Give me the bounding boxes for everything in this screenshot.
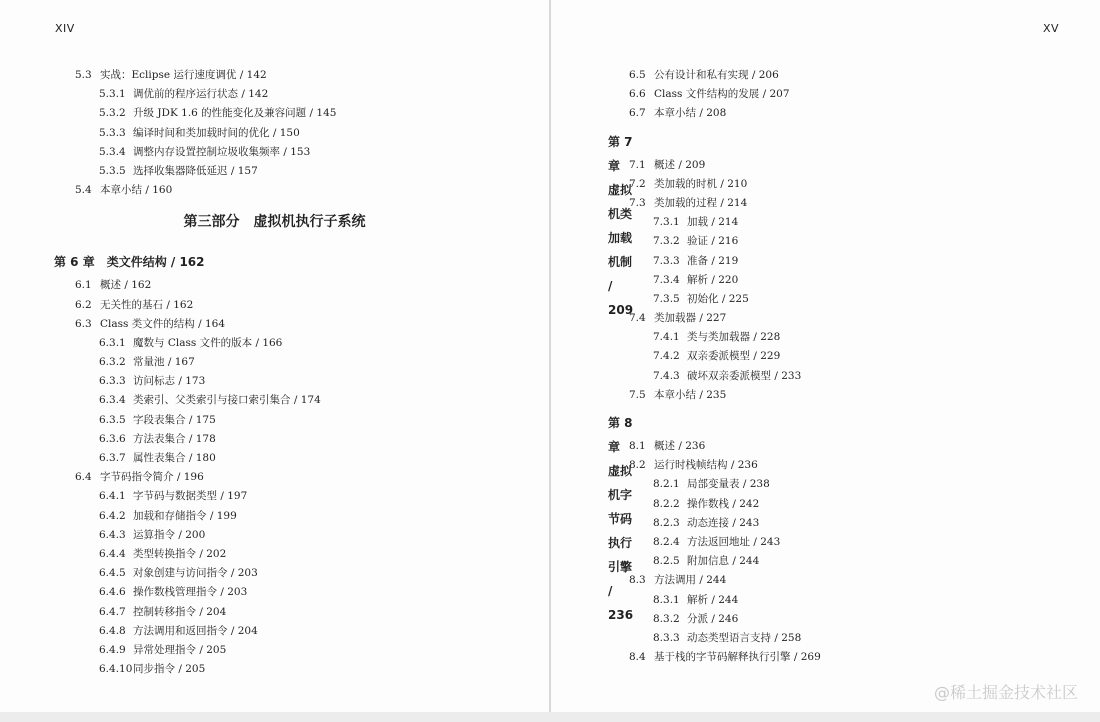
toc-title: 解析 / 220 <box>687 273 739 286</box>
toc-title: 概述 / 236 <box>654 440 706 452</box>
toc-number: 7.3.1 <box>653 216 680 229</box>
toc-title: 操作数栈 / 242 <box>687 497 760 510</box>
toc-title: 字节码指令简介 / 196 <box>100 471 204 484</box>
toc-number: 6.3.2 <box>99 356 126 369</box>
toc-subsection <box>0 449 549 468</box>
toc-section <box>0 296 549 315</box>
toc-section <box>0 66 549 85</box>
toc-title: 魔数与 Class 文件的版本 / 166 <box>133 336 283 349</box>
toc-subsection <box>0 162 549 181</box>
toc-number: 6.3.7 <box>99 452 126 464</box>
toc-number: 5.3.3 <box>99 126 126 139</box>
toc-number: 6.4.1 <box>99 490 126 503</box>
toc-number: 8.3 <box>629 574 646 587</box>
toc-title: 方法调用和返回指令 / 204 <box>133 624 258 637</box>
toc-number: 7.1 <box>629 158 646 171</box>
toc-title: 动态类型语言支持 / 258 <box>687 631 802 644</box>
toc-number: 8.3.3 <box>653 631 680 644</box>
toc-number: 6.7 <box>629 107 646 120</box>
toc-title: Class 文件结构的发展 / 207 <box>654 88 790 101</box>
toc-title: Class 类文件的结构 / 164 <box>100 317 226 330</box>
toc-number: 6.2 <box>75 298 92 311</box>
toc-title: 异常处理指令 / 205 <box>133 643 227 656</box>
toc-title: 公有设计和私有实现 / 206 <box>654 69 779 81</box>
toc-subsection <box>0 487 549 506</box>
toc-title: 调整内存设置控制垃圾收集频率 / 153 <box>133 145 311 158</box>
toc-number: 6.3.4 <box>99 394 126 407</box>
toc-number: 8.3.2 <box>653 612 680 625</box>
watermark: @稀土掘金技术社区 <box>933 683 1078 702</box>
toc-number: 6.4.9 <box>99 643 126 656</box>
toc-number: 5.3.4 <box>99 145 126 158</box>
toc-number: 7.4.1 <box>653 331 680 344</box>
chapter-title: 第 8 章 虚拟机字节码执行引擎 / 236 <box>608 416 634 622</box>
toc-number: 6.4.3 <box>99 528 126 541</box>
toc-title: 概述 / 209 <box>654 158 706 171</box>
toc-number: 7.3.2 <box>653 235 680 248</box>
toc-number: 7.4.3 <box>653 369 680 382</box>
toc-number: 8.2.1 <box>653 478 680 491</box>
toc-number: 6.5 <box>629 69 646 81</box>
toc-subsection <box>0 430 549 449</box>
toc-number: 6.4.6 <box>99 586 126 599</box>
toc-number: 6.3.1 <box>99 336 126 349</box>
toc-number: 8.2.3 <box>653 516 680 529</box>
toc-title: 加载和存储指令 / 199 <box>133 509 237 522</box>
toc-title: 破坏双亲委派模型 / 233 <box>687 369 802 382</box>
toc-number: 7.4.2 <box>653 350 680 363</box>
toc-title: 编译时间和类加载时间的优化 / 150 <box>133 126 300 139</box>
toc-section <box>0 315 549 334</box>
toc-number: 5.3.5 <box>99 164 126 177</box>
toc-subsection <box>0 104 549 123</box>
toc-number: 6.4 <box>75 471 92 484</box>
toc-section <box>0 181 549 200</box>
toc-subsection <box>0 507 549 526</box>
toc-number: 8.2.5 <box>653 555 680 568</box>
toc-number: 6.4.5 <box>99 567 126 580</box>
toc-title: 双亲委派模型 / 229 <box>687 350 781 363</box>
toc-subsection <box>0 411 549 430</box>
toc-title: 解析 / 244 <box>687 593 739 606</box>
toc-title: 附加信息 / 244 <box>687 555 760 568</box>
toc-title: 概述 / 162 <box>100 279 152 292</box>
toc-number: 7.3.5 <box>653 292 680 305</box>
toc-title: 准备 / 219 <box>687 254 739 267</box>
toc-number: 5.3.2 <box>99 107 126 120</box>
toc-subsection <box>0 545 549 564</box>
toc-number: 6.3.3 <box>99 375 126 388</box>
toc-title: 访问标志 / 173 <box>133 375 206 388</box>
toc-number: 8.4 <box>629 651 646 664</box>
toc-number: 7.3.4 <box>653 273 680 286</box>
toc-title: 实战：Eclipse 运行速度调优 / 142 <box>100 69 267 81</box>
toc-subsection <box>0 124 549 143</box>
toc-number: 7.5 <box>629 388 646 401</box>
toc-number: 8.2.4 <box>653 535 680 548</box>
toc-title: 基于栈的字节码解释执行引擎 / 269 <box>654 651 821 664</box>
part-heading: 第三部分 虚拟机执行子系统 <box>183 214 366 231</box>
toc-subsection <box>0 564 549 583</box>
toc-section <box>0 276 549 295</box>
toc-title: 本章小结 / 235 <box>654 388 727 401</box>
toc-number: 7.3.3 <box>653 254 680 267</box>
toc-subsection <box>0 603 549 622</box>
toc-title: 加载 / 214 <box>687 216 739 229</box>
toc-title: 属性表集合 / 180 <box>133 452 216 464</box>
toc-number: 8.2.2 <box>653 497 680 510</box>
toc-subsection <box>0 353 549 372</box>
toc-title: 类加载的时机 / 210 <box>654 177 748 190</box>
toc-title: 局部变量表 / 238 <box>687 478 770 491</box>
toc-number: 6.4.8 <box>99 624 126 637</box>
toc-title: 本章小结 / 160 <box>100 184 173 197</box>
toc-title: 初始化 / 225 <box>687 292 749 305</box>
page-bottom-edge <box>0 712 1100 722</box>
chapter-title: 第 7 章 虚拟机类加载机制 / 209 <box>608 134 634 317</box>
chapter-heading <box>0 250 549 274</box>
toc-number: 6.4.2 <box>99 509 126 522</box>
toc-subsection <box>0 526 549 545</box>
toc-title: 选择收集器降低延迟 / 157 <box>133 164 258 177</box>
toc-title: 运行时栈帧结构 / 236 <box>654 459 758 472</box>
right-page <box>551 0 1100 722</box>
toc-subsection <box>0 583 549 602</box>
toc-title: 类型转换指令 / 202 <box>133 547 227 560</box>
toc-title: 调优前的程序运行状态 / 142 <box>133 88 269 101</box>
toc-number: 6.3.6 <box>99 432 126 445</box>
left-page <box>0 0 549 722</box>
toc-subsection <box>0 372 549 391</box>
toc-number: 6.4.10 <box>99 663 133 676</box>
toc-title: 验证 / 216 <box>687 235 739 248</box>
toc-title: 方法调用 / 244 <box>654 574 727 587</box>
toc-title: 方法表集合 / 178 <box>133 432 216 445</box>
toc-number: 7.4 <box>629 312 646 325</box>
toc-number: 8.3.1 <box>653 593 680 606</box>
toc-subsection <box>0 334 549 353</box>
toc-title: 类加载器 / 227 <box>654 312 727 325</box>
toc-title: 运算指令 / 200 <box>133 528 206 541</box>
toc-title: 升级 JDK 1.6 的性能变化及兼容问题 / 145 <box>133 107 337 120</box>
toc-subsection <box>0 660 549 679</box>
toc-title: 类与类加载器 / 228 <box>687 331 781 344</box>
toc-title: 类索引、父类索引与接口索引集合 / 174 <box>133 394 321 407</box>
toc-title: 动态连接 / 243 <box>687 516 760 529</box>
toc-number: 8.2 <box>629 459 646 472</box>
toc-title: 常量池 / 167 <box>133 356 195 369</box>
toc-number: 7.3 <box>629 196 646 209</box>
toc-title: 字节码与数据类型 / 197 <box>133 490 248 503</box>
left-toc <box>0 66 549 679</box>
toc-subsection <box>0 85 549 104</box>
toc-title: 操作数栈管理指令 / 203 <box>133 586 248 599</box>
toc-title: 方法返回地址 / 243 <box>687 535 781 548</box>
toc-title: 字段表集合 / 175 <box>133 413 216 426</box>
toc-number: 6.1 <box>75 279 92 292</box>
toc-subsection <box>0 622 549 641</box>
toc-subsection <box>0 143 549 162</box>
toc-number: 6.4.4 <box>99 547 126 560</box>
toc-number: 8.1 <box>629 440 646 452</box>
toc-number: 6.4.7 <box>99 605 126 618</box>
toc-number: 7.2 <box>629 177 646 190</box>
toc-number: 6.6 <box>629 88 646 101</box>
right-page-number: XV <box>1042 22 1059 35</box>
toc-subsection <box>0 391 549 410</box>
toc-number: 5.3 <box>75 69 92 81</box>
toc-section <box>0 468 549 487</box>
toc-number: 6.3 <box>75 317 92 330</box>
toc-title: 类加载的过程 / 214 <box>654 196 748 209</box>
toc-title: 对象创建与访问指令 / 203 <box>133 567 258 580</box>
toc-title: 分派 / 246 <box>687 612 739 625</box>
toc-title: 同步指令 / 205 <box>133 663 206 676</box>
toc-number: 5.3.1 <box>99 88 126 101</box>
left-page-number: XIV <box>55 22 75 35</box>
toc-number: 6.3.5 <box>99 413 126 426</box>
toc-title: 控制转移指令 / 204 <box>133 605 227 618</box>
toc-title: 本章小结 / 208 <box>654 107 727 120</box>
chapter-title: 第 6 章 类文件结构 / 162 <box>54 255 205 270</box>
toc-number: 5.4 <box>75 184 92 197</box>
toc-title: 无关性的基石 / 162 <box>100 298 194 311</box>
toc-subsection <box>0 641 549 660</box>
